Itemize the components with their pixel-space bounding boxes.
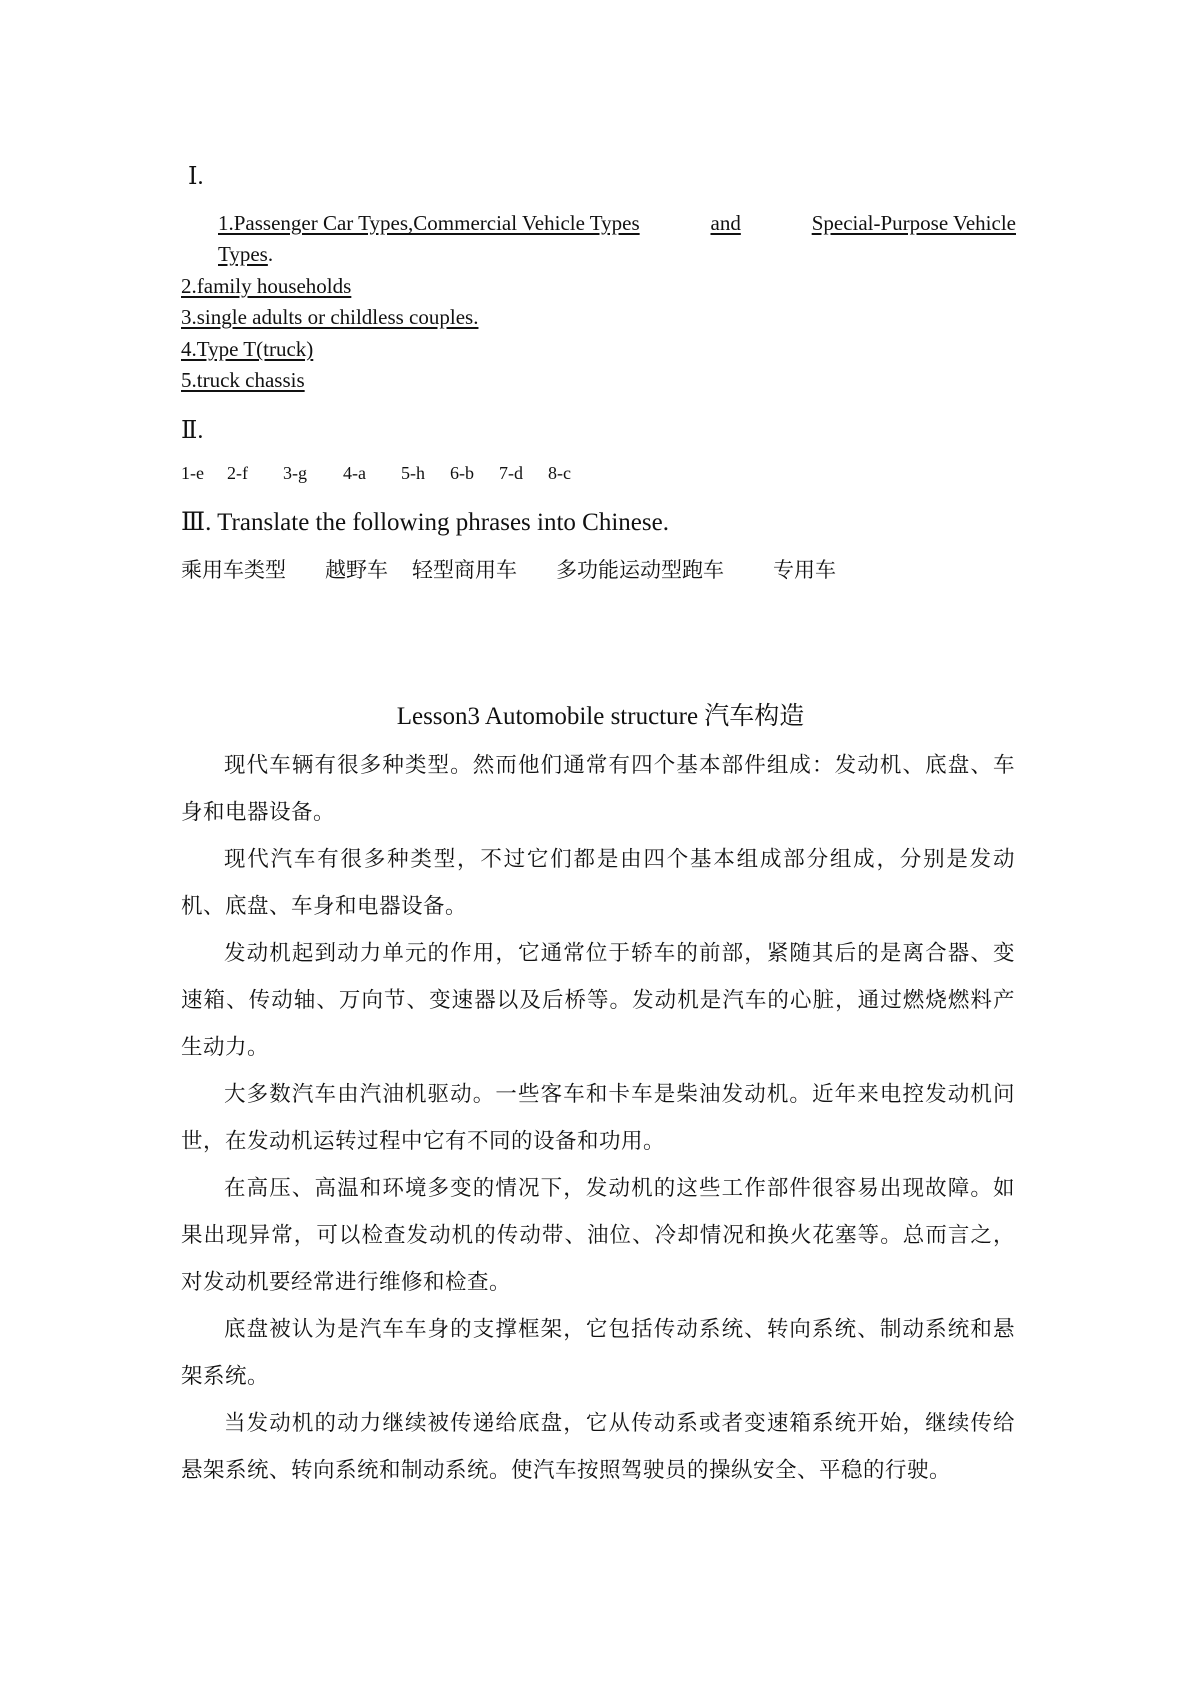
paragraph: 现代车辆有很多种类型。然而他们通常有四个基本部件组成：发动机、底盘、车身和电器设备。 bbox=[181, 753, 1015, 825]
match-item: 7-d bbox=[499, 463, 523, 483]
paragraph: 现代汽车有很多种类型，不过它们都是由四个基本组成部分组成，分别是发动机、底盘、车身和电器设备。 bbox=[181, 847, 1015, 919]
paragraph: 发动机起到动力单元的作用，它通常位于轿车的前部，紧随其后的是离合器、变速箱、传动轴、万向节、变速器以及后桥等。发动机是汽车的心脏，通过燃烧燃料产生动力。 bbox=[181, 941, 1015, 1060]
answer-1-continuation bbox=[218, 242, 273, 267]
answer-1-and: and bbox=[710, 211, 741, 235]
answer-5: 5.truck chassis bbox=[181, 368, 305, 392]
answer-4: 4.Type T(truck) bbox=[181, 337, 314, 361]
match-item: 4-a bbox=[343, 463, 366, 483]
section-1-heading: Ⅰ. bbox=[188, 164, 204, 190]
answer-3: 3.single adults or childless couples. bbox=[181, 305, 479, 329]
answer-1-line bbox=[218, 211, 1016, 236]
paragraph: 当发动机的动力继续被传递给底盘，它从传动系或者变速箱系统开始，继续传给悬架系统、转向系统和制动系统。使汽车按照驾驶员的操纵安全、平稳的行驶。 bbox=[181, 1411, 1015, 1483]
paragraph: 底盘被认为是汽车车身的支撑框架，它包括传动系统、转向系统、制动系统和悬架系统。 bbox=[181, 1317, 1015, 1389]
match-item: 8-c bbox=[548, 463, 571, 483]
match-item: 5-h bbox=[401, 463, 425, 483]
match-item: 6-b bbox=[450, 463, 474, 483]
paragraph: 大多数汽车由汽油机驱动。一些客车和卡车是柴油发动机。近年来电控发动机问世，在发动机运转过程中它有不同的设备和功用。 bbox=[181, 1082, 1015, 1154]
term-item: 轻型商用车 bbox=[412, 558, 517, 582]
answer-1-part2: Special-Purpose Vehicle bbox=[811, 211, 1016, 235]
term-item: 专用车 bbox=[773, 558, 836, 582]
answer-1-part1: 1.Passenger Car Types,Commercial Vehicle Types bbox=[218, 211, 640, 235]
match-item: 3-g bbox=[283, 463, 307, 483]
answer-2: 2.family households bbox=[181, 274, 352, 298]
match-item: 2-f bbox=[227, 463, 248, 483]
matching-answers bbox=[181, 463, 571, 484]
section-2-heading: Ⅱ. bbox=[181, 418, 204, 444]
term-item: 越野车 bbox=[325, 558, 388, 582]
section-3-heading: Ⅲ. Translate the following phrases into Chinese. bbox=[181, 509, 669, 536]
lesson-body bbox=[181, 742, 1015, 1494]
paragraph: 在高压、高温和环境多变的情况下，发动机的这些工作部件很容易出现故障。如果出现异常，可以检查发动机的传动带、油位、冷却情况和换火花塞等。总而言之，对发动机要经常进行维修和检查。 bbox=[181, 1176, 1015, 1295]
term-item: 多功能运动型跑车 bbox=[556, 558, 724, 582]
term-item: 乘用车类型 bbox=[181, 558, 286, 582]
match-item: 1-e bbox=[181, 463, 204, 483]
chinese-terms-row bbox=[0, 554, 1191, 586]
answer-1-part3: Types bbox=[218, 242, 268, 266]
lesson-title: Lesson3 Automobile structure 汽车构造 bbox=[396, 703, 805, 730]
answer-1-end: . bbox=[267, 242, 274, 266]
